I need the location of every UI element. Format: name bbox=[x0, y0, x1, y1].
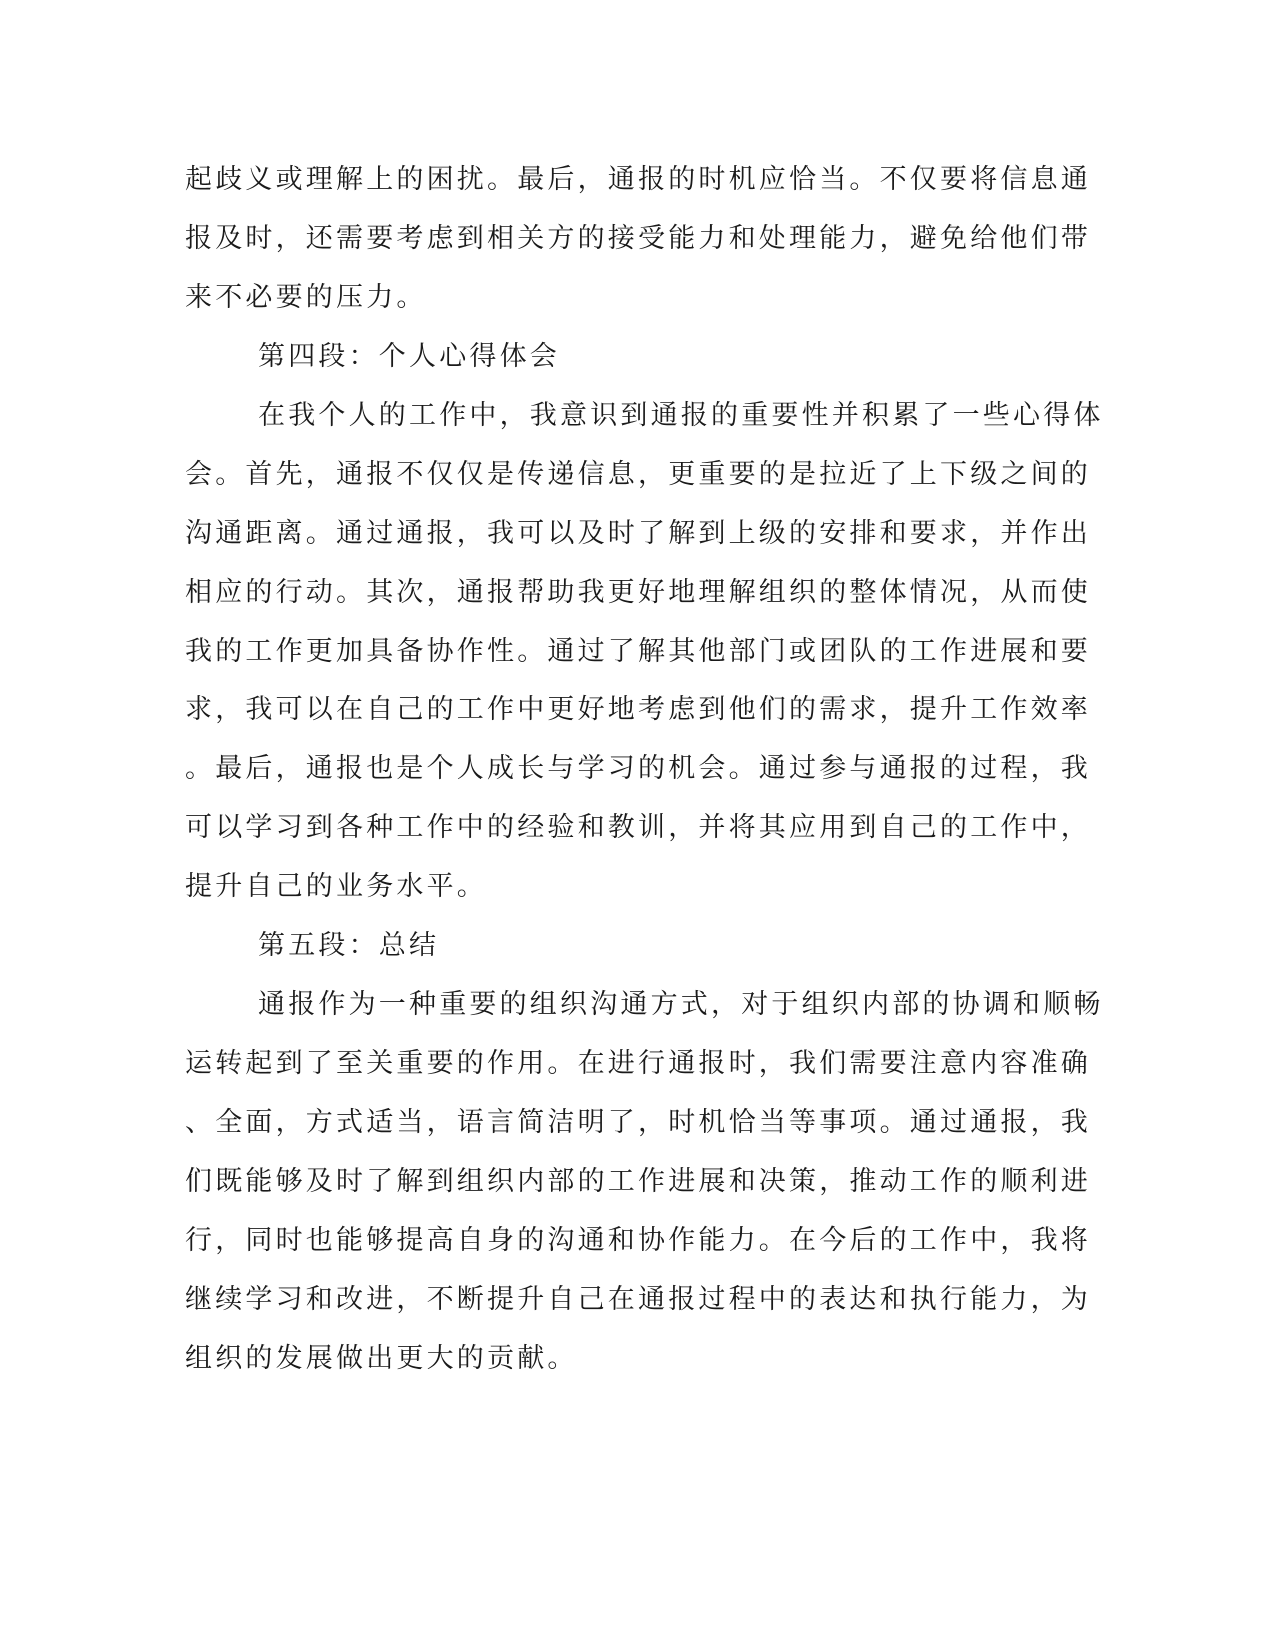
paragraph-5-line-7: 组织的发展做出更大的贡献。 bbox=[185, 1343, 578, 1374]
paragraph-4-line-9: 提升自己的业务水平。 bbox=[185, 871, 487, 902]
paragraph-4-line-6: 求，我可以在自己的工作中更好地考虑到他们的需求，提升工作效率 bbox=[185, 694, 1091, 725]
paragraph-5-line-4: 们既能够及时了解到组织内部的工作进展和决策，推动工作的顺利进 bbox=[185, 1166, 1091, 1197]
paragraph-5-line-2: 运转起到了至关重要的作用。在进行通报时，我们需要注意内容准确 bbox=[185, 1048, 1091, 1079]
paragraph-4-line-3: 沟通距离。通过通报，我可以及时了解到上级的安排和要求，并作出 bbox=[185, 518, 1091, 549]
paragraph-4-line-2: 会。首先，通报不仅仅是传递信息，更重要的是拉近了上下级之间的 bbox=[185, 459, 1091, 490]
section-4-heading: 第四段：个人心得体会 bbox=[258, 341, 560, 372]
paragraph-3-line-3: 来不必要的压力。 bbox=[185, 282, 427, 313]
paragraph-5-line-5: 行，同时也能够提高自身的沟通和协作能力。在今后的工作中，我将 bbox=[185, 1225, 1091, 1256]
paragraph-4-line-7: 。最后，通报也是个人成长与学习的机会。通过参与通报的过程，我 bbox=[185, 753, 1091, 784]
paragraph-3-line-1: 起歧义或理解上的困扰。最后，通报的时机应恰当。不仅要将信息通 bbox=[185, 164, 1091, 195]
paragraph-4-line-5: 我的工作更加具备协作性。通过了解其他部门或团队的工作进展和要 bbox=[185, 636, 1091, 667]
paragraph-4-line-8: 可以学习到各种工作中的经验和教训，并将其应用到自己的工作中， bbox=[185, 812, 1091, 843]
paragraph-5-line-3: 、全面，方式适当，语言简洁明了，时机恰当等事项。通过通报，我 bbox=[185, 1107, 1091, 1138]
paragraph-5-line-1: 通报作为一种重要的组织沟通方式，对于组织内部的协调和顺畅 bbox=[258, 989, 1104, 1020]
paragraph-5-line-6: 继续学习和改进，不断提升自己在通报过程中的表达和执行能力，为 bbox=[185, 1284, 1091, 1315]
paragraph-4-line-4: 相应的行动。其次，通报帮助我更好地理解组织的整体情况，从而使 bbox=[185, 577, 1091, 608]
section-5-heading: 第五段：总结 bbox=[258, 930, 440, 961]
paragraph-3-line-2: 报及时，还需要考虑到相关方的接受能力和处理能力，避免给他们带 bbox=[185, 223, 1091, 254]
paragraph-4-line-1: 在我个人的工作中，我意识到通报的重要性并积累了一些心得体 bbox=[258, 400, 1104, 431]
